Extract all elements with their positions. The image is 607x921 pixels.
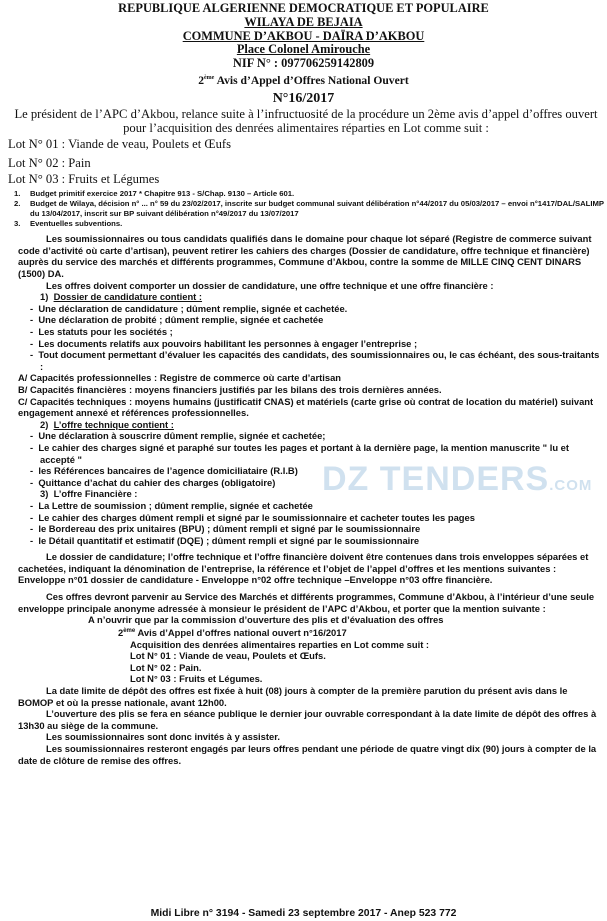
list-item: - Une déclaration de candidature ; dûment remplie, signée et cachetée.	[30, 302, 348, 314]
section-title: Dossier de candidature contient :	[53, 291, 203, 303]
capacity-financial: B/ Capacités financières : moyens financiers justifiés par les bilans des trois dernières années.	[18, 383, 442, 395]
budget-list	[14, 189, 607, 229]
list-item: - Quittance d’achat du cahier des charges (obligatoire)	[30, 476, 276, 488]
section-number: 3)	[40, 488, 49, 500]
publication-footer: Midi Libre n° 3194 - Samedi 23 septembre 2017 - Anep 523 772	[150, 908, 457, 919]
list-item: - le Bordereau des prix unitaires (BPU) ; dûment rempli et signé par le soumissionnaire	[30, 523, 421, 535]
list-item: - Une déclaration à souscrire dûment remplie, signée et cachetée;	[30, 430, 326, 442]
list-item-text: le Détail quantitatif et estimatif (DQE) ; dûment rempli et signé par le soumissionnaire	[38, 534, 420, 546]
budget-item	[14, 199, 607, 219]
list-item-text: Quittance d’achat du cahier des charges (obligatoire)	[38, 476, 276, 488]
list-item-text: Le cahier des charges dûment rempli et signé par le soumissionnaire et cacheter toutes les pages	[38, 511, 475, 523]
mention-text: Avis d’Appel d’offres national ouvert n°16/2017	[135, 626, 347, 638]
budget-item-text: Eventuelles subventions.	[30, 219, 123, 229]
body-paragraph-envelopes: Le dossier de candidature; l’offre technique et l’offre financière doivent être contenues dans trois enveloppes séparées et cachetées, indiquant la dénomination de l’entreprise, la référence et l’objet de l’appel d’offres et les mentions suivantes : Enveloppe n°01 dossier de candidature - Enveloppe n°02 offre technique –Enveloppe n°03 offre financière.	[18, 551, 589, 586]
list-item-text: les Références bancaires de l’agence domiciliataire (R.I.B)	[38, 465, 298, 477]
body-paragraph-opening: L’ouverture des plis se fera en séance publique le dernier jour ouvrable correspondant à la date limite de dépôt des offres à 13h30 au siège de la commune.	[18, 708, 597, 731]
header-avis	[0, 71, 607, 88]
lot-item: Lot N° 03 : Fruits et Légumes	[8, 172, 160, 187]
envelope-mention-line: Lot N° 01 : Viande de veau, Poulets et Œufs.	[130, 650, 326, 662]
body-paragraph-invite: Les soumissionnaires sont donc invités à y assister.	[46, 731, 280, 743]
section-number: 1)	[40, 291, 49, 303]
watermark-suffix: .COM	[549, 477, 593, 494]
list-item-text: La Lettre de soumission ; dûment remplie, signée et cachetée	[38, 499, 313, 511]
capacity-technical: C/ Capacités techniques : moyens humains (justificatif CNAS) et matériels (carte grise où contrat de location du matériel) suivant engagement annexé et références professionnelles.	[18, 395, 594, 419]
watermark-text: DZ TENDERS	[322, 460, 550, 498]
body-paragraph-withdrawal: Les soumissionnaires ou tous candidats qualifiés dans le domaine pour chaque lot séparé (Registre de commerce suivant code d’activité où carte d’artisan), peuvent retirer les cahiers des charges (Dossier de candidature, offre technique et financière) auprès du service des marchés et différents programmes, Commune d’Akbou, contre la somme de MILLE CINQ CENT DINARS (1500) DA.	[18, 233, 592, 280]
mention-sup: ème	[123, 627, 136, 634]
list-item-text: Une déclaration de candidature ; dûment remplie, signée et cachetée.	[38, 302, 348, 314]
mention-number: 2	[118, 626, 124, 638]
section-technical-heading	[18, 419, 601, 431]
envelope-mention-line: Lot N° 03 : Fruits et Légumes.	[130, 673, 263, 685]
budget-item-text: Budget de Wilaya, décision n° ... n° 59 du 23/02/2017, inscrite sur budget communal suivant délibération n°44/2017 du 05/03/2017 – envoi n°1417/DAL/SALIMP du 13/04/2017, inscrit sur BP suivant délibération n°49/2017 du 13/07/2017	[30, 199, 604, 219]
lot-item: Lot N° 02 : Pain	[8, 156, 91, 171]
header-wilaya: WILAYA DE BEJAIA	[244, 14, 363, 29]
list-item-text: Une déclaration de probité ; dûment remplie, signée et cachetée	[38, 314, 324, 326]
budget-item-number: 1.	[14, 189, 21, 199]
list-item-text: Les statuts pour les sociétés ;	[38, 326, 173, 337]
list-item: - Une déclaration de probité ; dûment remplie, signée et cachetée	[30, 314, 324, 326]
budget-item-text: Budget primitif exercice 2017 * Chapitre 913 - S/Chap. 9130 – Article 601.	[30, 189, 295, 199]
list-item-text: Tout document permettant d’évaluer les capacités des candidats, des soumissionnaires ou, le cas échéant, des sous-traitants :	[38, 349, 600, 372]
notice-number: N°16/2017	[272, 90, 335, 106]
avis-title: Avis d’Appel d’Offres National Ouvert	[214, 73, 409, 87]
list-item: - Le cahier des charges dûment rempli et signé par le soumissionnaire et cacheter toutes les pages	[30, 511, 475, 523]
header-commune: COMMUNE D’AKBOU - DAÏRA D’AKBOU	[182, 28, 425, 43]
section-financial-heading	[18, 488, 601, 500]
notice-header	[0, 0, 607, 107]
envelope-mention-line: A n’ouvrir que par la commission d’ouverture des plis et d’évaluation des offres	[88, 614, 444, 626]
section-number: 2)	[40, 418, 49, 430]
section-candidature-heading	[18, 291, 601, 303]
lot-item: Lot N° 01 : Viande de veau, Poulets et Œufs	[8, 137, 232, 152]
list-item: - Le cahier des charges signé et paraphé sur toutes les pages et portant à la dernière page, la mention manuscrite " lu et accepté "	[30, 441, 569, 465]
envelope-mention-line: Lot N° 02 : Pain.	[130, 661, 202, 673]
list-item: - le Détail quantitatif et estimatif (DQE) ; dûment rempli et signé par le soumissionnaire	[30, 534, 420, 546]
list-item-text: Le cahier des charges signé et paraphé sur toutes les pages et portant à la dernière page, la mention manuscrite " lu et accepté "	[38, 441, 569, 465]
avis-sup: ème	[204, 74, 215, 81]
budget-item	[14, 219, 607, 229]
capacity-professional: A/ Capacités professionnelles : Registre de commerce où carte d’artisan	[18, 372, 342, 384]
list-item: - Tout document permettant d’évaluer les capacités des candidats, des soumissionnaires ou, le cas échéant, des sous-traitants :	[30, 349, 600, 372]
list-item-text: le Bordereau des prix unitaires (BPU) ; dûment rempli et signé par le soumissionnaire	[38, 523, 421, 535]
budget-item-number: 2.	[14, 199, 21, 209]
intro-paragraph: Le président de l’APC d’Akbou, relance suite à l’infructuosité de la procédure un 2ème avis d’appel d’offres ouvert pour l’acquisition des denrées alimentaires réparties en Lot comme suit :	[14, 106, 598, 136]
body-paragraph-offers: Les offres doivent comporter un dossier de candidature, une offre technique et une offre financière :	[46, 279, 494, 291]
avis-number: 2	[198, 73, 205, 87]
header-address: Place Colonel Amirouche	[236, 42, 371, 57]
header-country: REPUBLIQUE ALGERIENNE DEMOCRATIQUE ET POPULAIRE	[118, 1, 489, 15]
budget-item-number: 3.	[14, 219, 21, 229]
section-title: L’offre Financière :	[53, 488, 138, 500]
body-paragraph-deadline: La date limite de dépôt des offres est fixée à huit (08) jours à compter de la première parution du présent avis dans le BOMOP et où la presse nationale, avant 12h00.	[18, 684, 568, 708]
list-item-text: Une déclaration à souscrire dûment remplie, signée et cachetée;	[38, 430, 326, 442]
section-title: L’offre technique contient :	[53, 418, 174, 430]
list-item-text: Les documents relatifs aux pouvoirs habilitant les personnes à engager l’entreprise ;	[38, 337, 418, 349]
body-paragraph-validity: Les soumissionnaires resteront engagés par leurs offres pendant une période de quatre vingt dix (90) jours à compter de la date de clôture de remise des offres.	[18, 742, 597, 766]
list-item: - Les documents relatifs aux pouvoirs habilitant les personnes à engager l’entreprise ;	[30, 337, 418, 349]
body-paragraph-delivery: Ces offres devront parvenir au Service des Marchés et différents programmes, Commune d’Akbou, à l’intérieur d’une seule enveloppe principale anonyme adressée à monsieur le président de l’APC d’Akbou, et porter que la mention suivante :	[18, 591, 595, 614]
notice-body	[18, 233, 601, 766]
list-item: - Les statuts pour les sociétés ;	[30, 326, 173, 337]
budget-item	[14, 189, 607, 199]
lot-list	[0, 137, 607, 186]
header-nif: NIF N° : 097706259142809	[232, 56, 375, 71]
list-item: - La Lettre de soumission ; dûment remplie, signée et cachetée	[30, 499, 313, 511]
list-item: - les Références bancaires de l’agence domiciliataire (R.I.B)	[30, 465, 298, 477]
envelope-mention-line	[18, 626, 601, 639]
envelope-mention-line: Acquisition des denrées alimentaires reparties en Lot comme suit :	[130, 638, 430, 650]
